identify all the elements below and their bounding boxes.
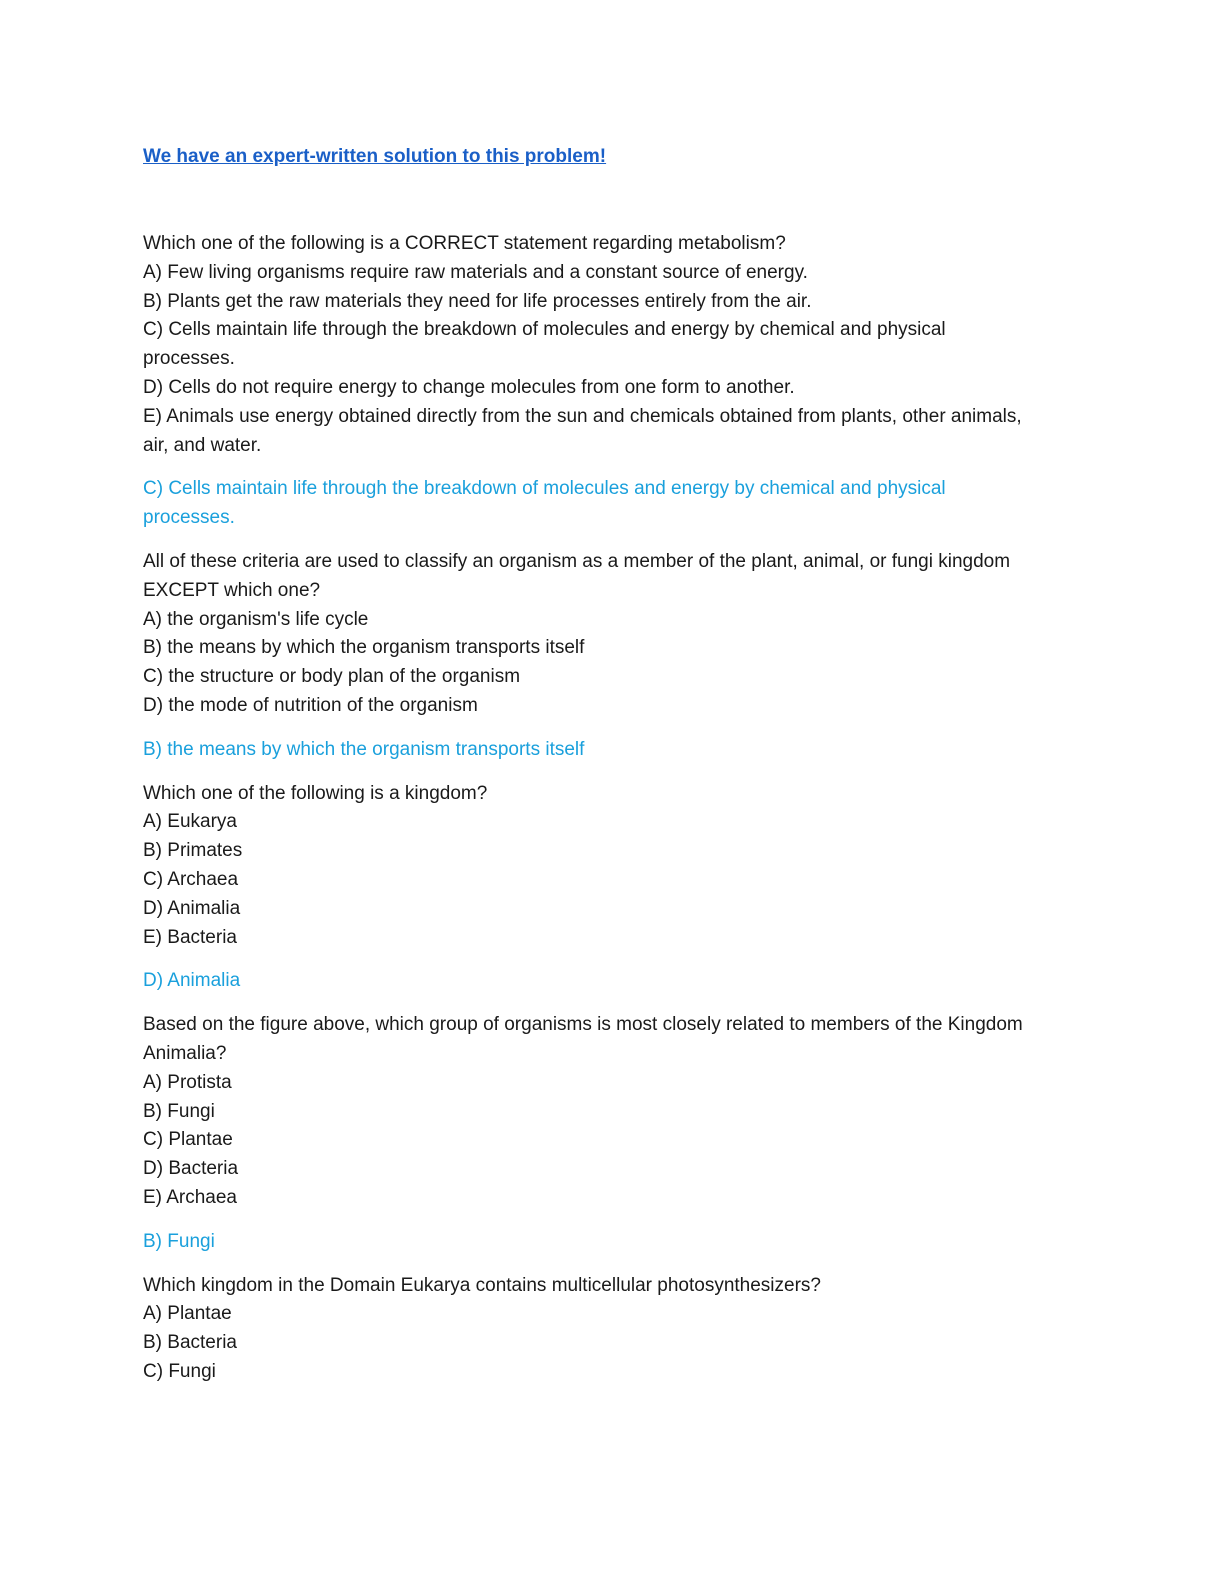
question-5	[143, 1272, 1083, 1387]
question-3-option-a: A) Eukarya	[143, 811, 237, 833]
question-2	[143, 548, 1083, 721]
answer-line: B) Fungi	[143, 1230, 215, 1252]
question-1-option-e: E) Animals use energy obtained directly from the sun and chemicals obtained from plants, other animals,	[143, 405, 1022, 427]
question-4	[143, 1011, 1083, 1213]
answer-line: D) Animalia	[143, 970, 241, 992]
question-2-option-b: B) the means by which the organism transports itself	[143, 637, 585, 659]
question-4-stem-cont: Animalia?	[143, 1042, 227, 1064]
question-3-option-b: B) Primates	[143, 840, 243, 862]
question-5-stem: Which kingdom in the Domain Eukarya contains multicellular photosynthesizers?	[143, 1274, 821, 1296]
answer-line: C) Cells maintain life through the breakdown of molecules and energy by chemical and physical	[143, 478, 946, 500]
answer-line: processes.	[143, 507, 235, 529]
question-2-option-d: D) the mode of nutrition of the organism	[143, 694, 478, 716]
question-5-option-c: C) Fungi	[143, 1360, 216, 1382]
question-3-option-c: C) Archaea	[143, 868, 239, 890]
question-2-answer	[143, 736, 1083, 765]
question-1-option-d: D) Cells do not require energy to change molecules from one form to another.	[143, 376, 795, 398]
question-5-option-b: B) Bacteria	[143, 1332, 237, 1354]
question-1	[143, 230, 1083, 460]
answer-line: B) the means by which the organism transports itself	[143, 738, 585, 760]
question-3	[143, 780, 1083, 953]
question-3-option-d: D) Animalia	[143, 897, 241, 919]
question-3-answer	[143, 967, 1083, 996]
question-4-option-b: B) Fungi	[143, 1100, 215, 1122]
question-4-option-d: D) Bacteria	[143, 1158, 239, 1180]
question-1-answer	[143, 475, 1083, 533]
question-4-option-c: C) Plantae	[143, 1129, 233, 1151]
expert-solution-link[interactable]: We have an expert-written solution to this problem!	[143, 146, 607, 167]
question-5-option-a: A) Plantae	[143, 1303, 232, 1325]
question-1-option-a: A) Few living organisms require raw materials and a constant source of energy.	[143, 261, 808, 283]
document-page	[143, 140, 1083, 1387]
question-4-stem: Based on the figure above, which group of organisms is most closely related to members of the Kingdom	[143, 1014, 1023, 1036]
question-2-stem-cont: EXCEPT which one?	[143, 579, 321, 601]
question-1-option-c-cont: processes.	[143, 348, 235, 370]
question-2-stem: All of these criteria are used to classify an organism as a member of the plant, animal, or fungi kingdom	[143, 550, 1011, 572]
question-1-stem: Which one of the following is a CORRECT statement regarding metabolism?	[143, 233, 786, 254]
question-3-stem: Which one of the following is a kingdom?	[143, 782, 488, 804]
question-3-option-e: E) Bacteria	[143, 926, 237, 948]
question-1-option-b: B) Plants get the raw materials they need for life processes entirely from the air.	[143, 290, 812, 312]
question-4-answer	[143, 1228, 1083, 1257]
question-2-option-a: A) the organism's life cycle	[143, 608, 369, 630]
question-4-option-a: A) Protista	[143, 1071, 232, 1093]
question-4-option-e: E) Archaea	[143, 1186, 237, 1208]
question-1-option-e-cont: air, and water.	[143, 434, 262, 456]
question-2-option-c: C) the structure or body plan of the organism	[143, 666, 521, 688]
question-1-option-c: C) Cells maintain life through the breakdown of molecules and energy by chemical and physical	[143, 319, 946, 341]
